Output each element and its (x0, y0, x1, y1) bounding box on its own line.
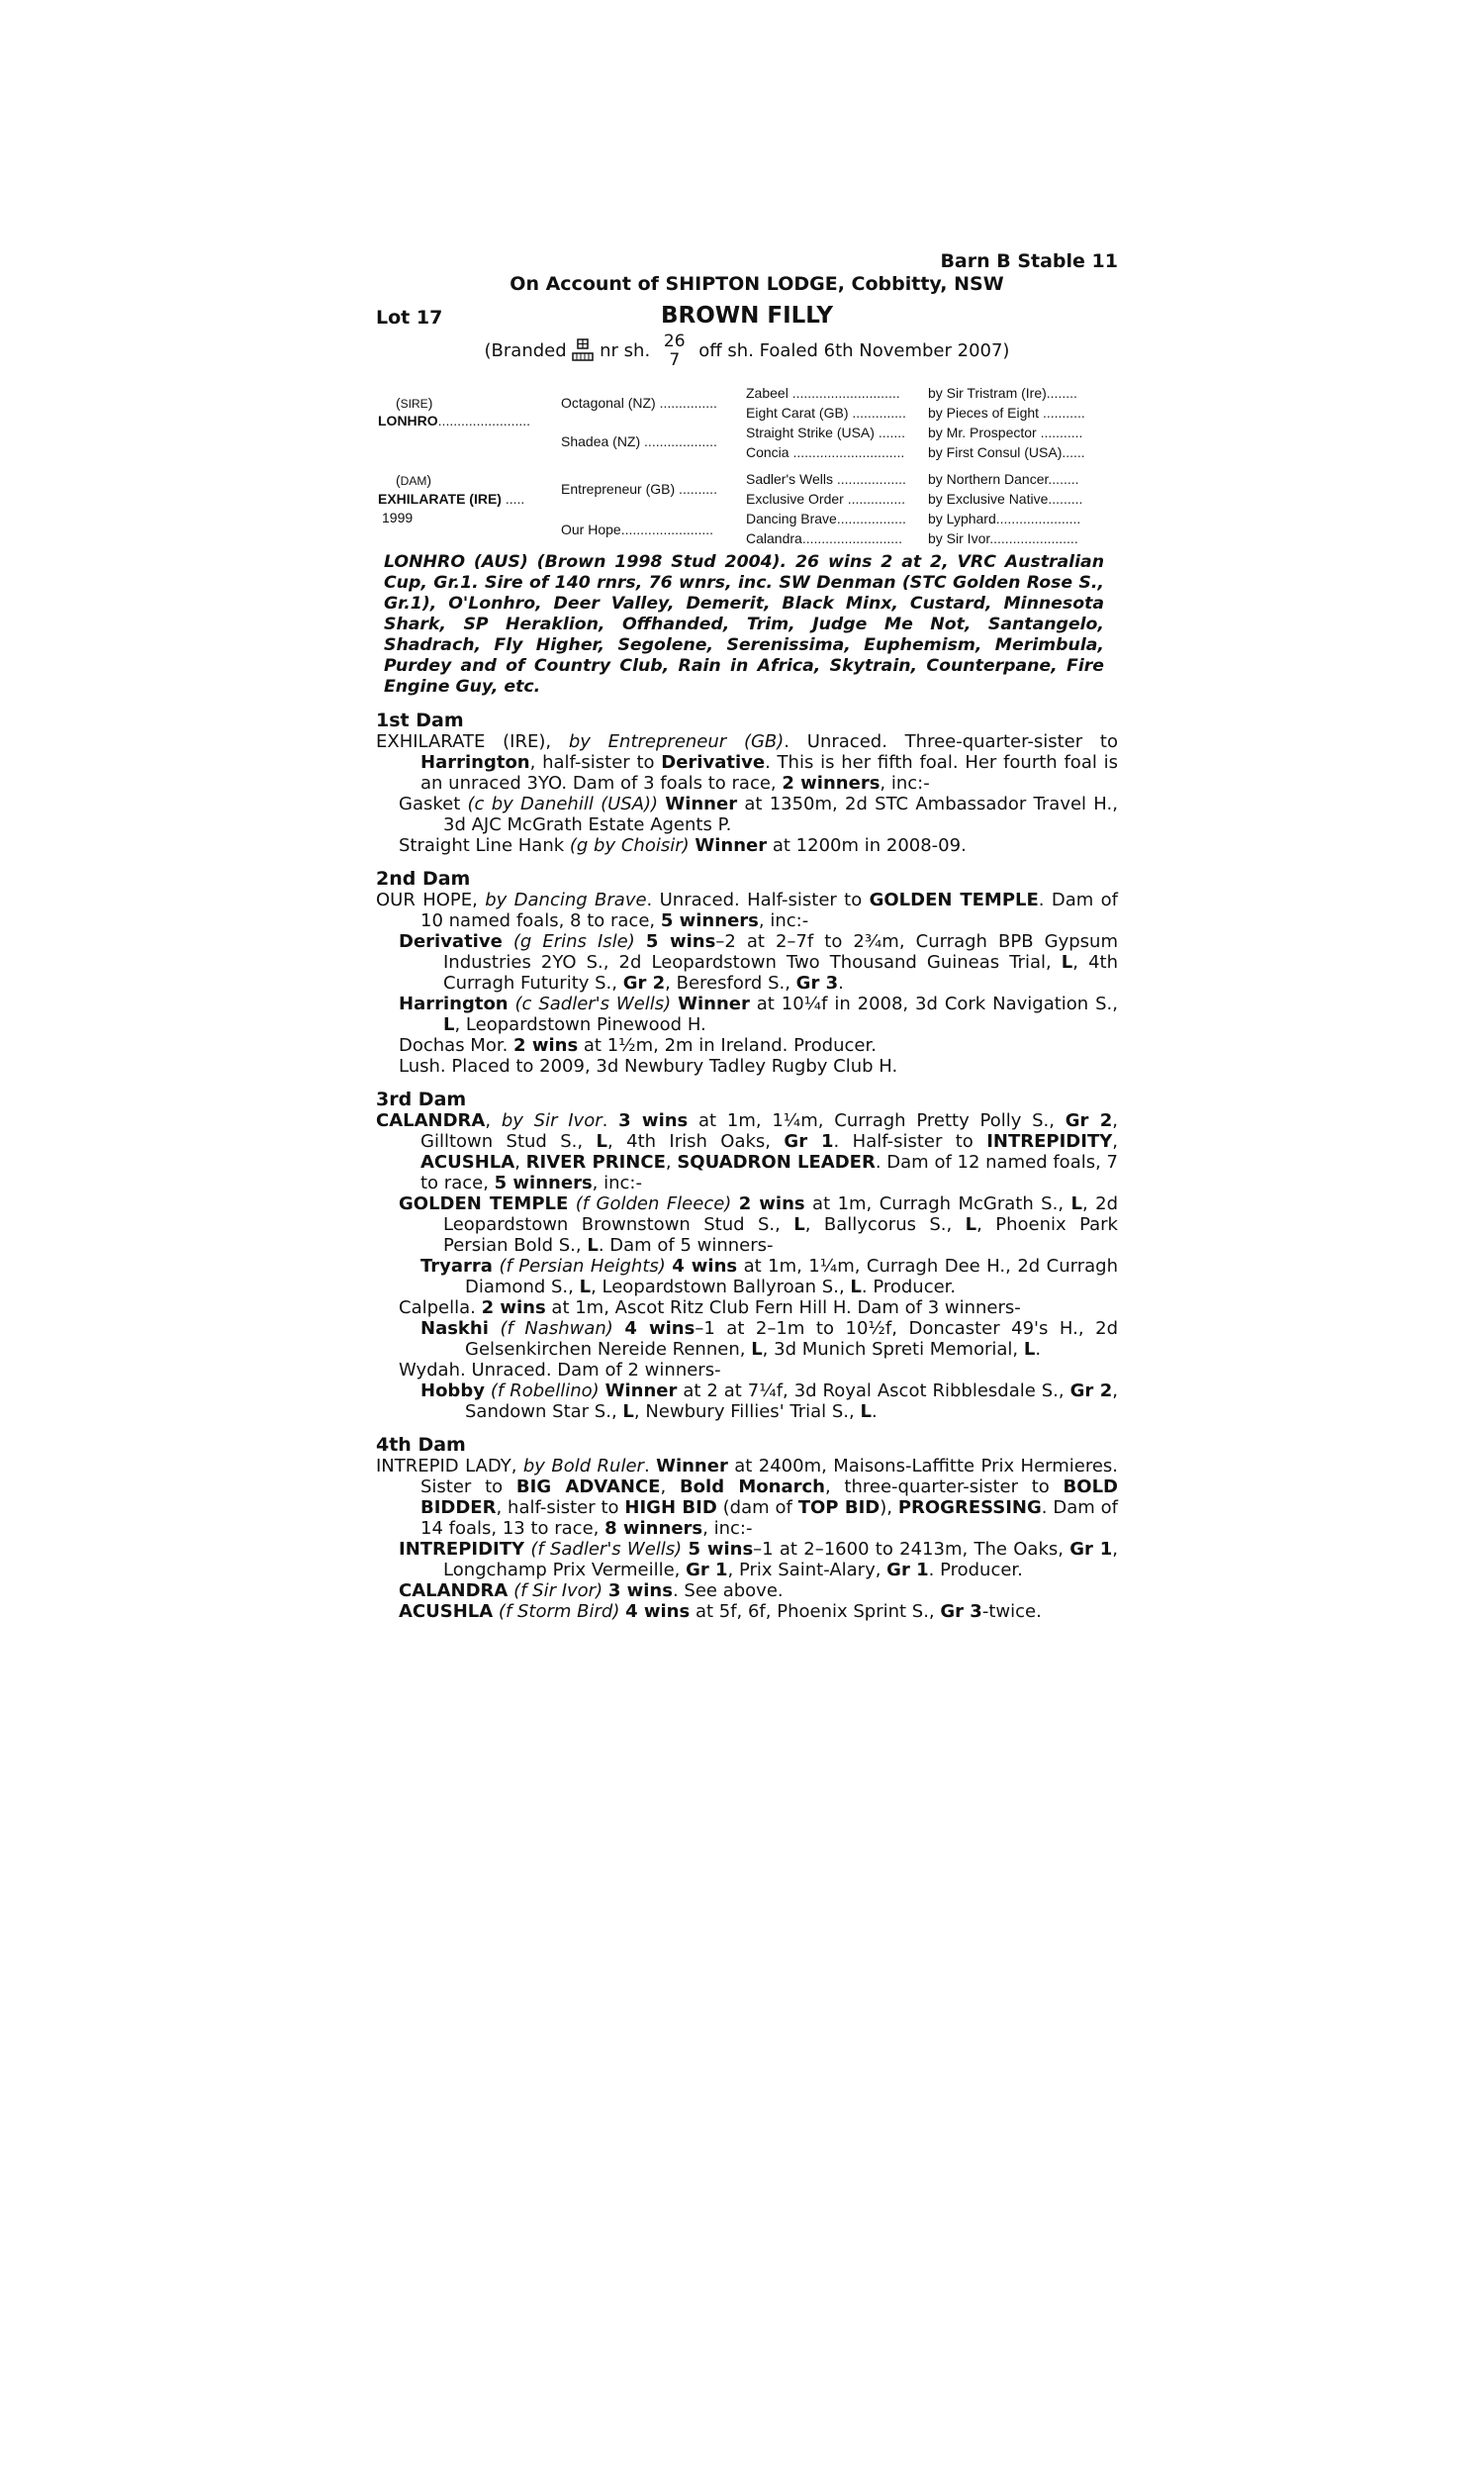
produce-record: CALANDRA, by Sir Ivor. 3 wins at 1m, 1¼m, Curragh Pretty Polly S., Gr 2, Gilltown Stud S., L, 4th Irish Oaks, Gr 1. Half-sister to INTREPIDITY, ACUSHLA, RIVER PRINCE, SQUADRON LEADER. Dam of 12 named foals, 7 to race, 5 winners, inc:- (376, 1110, 1118, 1193)
ped-g2: Straight Strike (USA) ....... (746, 425, 906, 440)
section-heading: 1st Dam (376, 710, 464, 731)
ped-g2: Concia ............................. (746, 444, 905, 460)
brand-fraction (664, 333, 686, 370)
produce-record: OUR HOPE, by Dancing Brave. Unraced. Half-sister to GOLDEN TEMPLE. Dam of 10 named foals, 8 to race, 5 winners, inc:- (376, 890, 1119, 931)
produce-record: Derivative (g Erins Isle) 5 wins–2 at 2–7f to 2¾m, Curragh BPB Gypsum Industries 2YO S., 2d Leopardstown Two Thousand Guineas Trial, L, 4th Curragh Futurity S., Gr 2, Beresford S., Gr 3. (399, 931, 1118, 994)
lot-number: Lot 17 (376, 307, 443, 329)
dam-section (376, 710, 1118, 856)
ped-g1: Shadea (NZ) ................... (561, 433, 717, 449)
produce-record: EXHILARATE (IRE), by Entrepreneur (GB). Unraced. Three-quarter-sister to Harrington, half-sister to Derivative. This is her fifth foal. Her fourth foal is an unraced 3YO. Dam of 3 foals to race, 2 winners, inc:- (376, 731, 1118, 794)
ped-g2: Calandra.......................... (746, 530, 902, 546)
brand-mid: nr sh. (600, 340, 651, 361)
ped-g2: Dancing Brave.................. (746, 511, 906, 526)
section-heading: 2nd Dam (376, 868, 471, 890)
dam-name: EXHILARATE (IRE) ..... (378, 491, 525, 507)
produce-record: Gasket (c by Danehill (USA)) Winner at 1350m, 2d STC Ambassador Travel H., 3d AJC McGrath Estate Agents P. (399, 794, 1118, 835)
ped-g3: by Lyphard...................... (928, 511, 1081, 526)
dam-tag: (DAM) (396, 472, 432, 488)
produce-record: INTREPID LADY, by Bold Ruler. Winner at 2400m, Maisons-Laffitte Prix Hermieres. Sister to BIG ADVANCE, Bold Monarch, three-quarter-sister to BOLD BIDDER, half-sister to HIGH BID (dam of TOP BID), PROGRESSING. Dam of 14 foals, 13 to race, 8 winners, inc:- (376, 1456, 1119, 1539)
dam-section (376, 1434, 1118, 1622)
produce-record: Hobby (f Robellino) Winner at 2 at 7¼f, 3d Royal Ascot Ribblesdale S., Gr 2, Sandown Star S., L, Newbury Fillies' Trial S., L. (420, 1380, 1118, 1422)
produce-record: Dochas Mor. 2 wins at 1½m, 2m in Ireland. Producer. (399, 1035, 877, 1056)
ped-g3: by Exclusive Native......... (928, 491, 1083, 507)
dam-section (376, 1089, 1118, 1422)
brand-denominator: 7 (669, 350, 681, 370)
ped-g3: by Northern Dancer........ (928, 471, 1079, 487)
section-heading: 4th Dam (376, 1434, 466, 1456)
dam-year: 1999 (382, 510, 414, 525)
brand-line (376, 333, 1118, 372)
ped-g2: Exclusive Order ............... (746, 491, 906, 507)
produce-record: Lush. Placed to 2009, 3d Newbury Tadley Rugby Club H. (399, 1056, 898, 1077)
sire-tag: (SIRE) (396, 395, 433, 411)
pedigree-table (376, 382, 1118, 546)
ped-g3: by Sir Tristram (Ire)........ (928, 385, 1077, 401)
produce-record: INTREPIDITY (f Sadler's Wells) 5 wins–1 at 2–1600 to 2413m, The Oaks, Gr 1, Longchamp Prix Vermeille, Gr 1, Prix Saint-Alary, Gr 1. Producer. (399, 1539, 1118, 1580)
produce-record: Calpella. 2 wins at 1m, Ascot Ritz Club Fern Hill H. Dam of 3 winners- (399, 1297, 1021, 1318)
vendor-account: On Account of SHIPTON LODGE, Cobbitty, NSW (510, 273, 1004, 295)
brand-mark-icon (572, 338, 594, 364)
ped-g1: Octagonal (NZ) ............... (561, 395, 717, 411)
catalogue-page (376, 249, 1118, 1622)
section-heading: 3rd Dam (376, 1089, 467, 1110)
dam-section (376, 868, 1118, 1077)
produce-record: CALANDRA (f Sir Ivor) 3 wins. See above. (399, 1580, 784, 1601)
dam-lines (376, 710, 1118, 1622)
produce-record: ACUSHLA (f Storm Bird) 4 wins at 5f, 6f, Phoenix Sprint S., Gr 3-twice. (399, 1601, 1042, 1622)
sire-summary: LONHRO (AUS) (Brown 1998 Stud 2004). 26 wins 2 at 2, VRC Australian Cup, Gr.1. Sire of 140 rnrs, 76 wnrs, inc. SW Denman (STC Golden Rose S., Gr.1), O'Lonhro, Deer Valley, Demerit, Black Minx, Custard, Minnesota Shark, SP Heraklion, Offhanded, Trim, Judge Me Not, Santangelo, Shadrach, Fly Higher, Segolene, Serenissima, Euphemism, Merimbula, Purdey and of Country Club, Rain in Africa, Skytrain, Counterpane, Fire Engine Guy, etc. (384, 552, 1104, 697)
ped-g3: by First Consul (USA)...... (928, 444, 1085, 460)
brand-numerator: 26 (663, 332, 686, 351)
lot-title: BROWN FILLY (660, 303, 834, 329)
produce-record: Harrington (c Sadler's Wells) Winner at 10¼f in 2008, 3d Cork Navigation S., L, Leopardstown Pinewood H. (399, 994, 1118, 1035)
produce-record: Straight Line Hank (g by Choisir) Winner at 1200m in 2008-09. (399, 835, 967, 856)
produce-record: GOLDEN TEMPLE (f Golden Fleece) 2 wins at 1m, Curragh McGrath S., L, 2d Leopardstown Brownstown Stud S., L, Ballycorus S., L, Phoenix Park Persian Bold S., L. Dam of 5 winners- (399, 1193, 1119, 1256)
ped-g3: by Mr. Prospector ........... (928, 425, 1083, 440)
ped-g2: Eight Carat (GB) .............. (746, 405, 906, 421)
ped-g1: Our Hope........................ (561, 522, 714, 537)
ped-g2: Zabeel ............................ (746, 385, 900, 401)
lot-row (376, 303, 1118, 333)
sire-name: LONHRO........................ (378, 413, 531, 428)
produce-record: Tryarra (f Persian Heights) 4 wins at 1m, 1¼m, Curragh Dee H., 2d Curragh Diamond S., L, Leopardstown Ballyroan S., L. Producer. (420, 1256, 1118, 1297)
produce-record: Naskhi (f Nashwan) 4 wins–1 at 2–1m to 10½f, Doncaster 49's H., 2d Gelsenkirchen Nereide Rennen, L, 3d Munich Spreti Memorial, L. (420, 1318, 1118, 1360)
brand-prefix: (Branded (484, 340, 567, 361)
ped-g3: by Pieces of Eight ........... (928, 405, 1085, 421)
ped-g3: by Sir Ivor....................... (928, 530, 1078, 546)
ped-g1: Entrepreneur (GB) .......... (561, 481, 717, 497)
brand-suffix: off sh. Foaled 6th November 2007) (698, 340, 1010, 361)
barn-stable: Barn B Stable 11 (940, 250, 1118, 272)
produce-record: Wydah. Unraced. Dam of 2 winners- (399, 1360, 721, 1380)
ped-g2: Sadler's Wells .................. (746, 471, 906, 487)
